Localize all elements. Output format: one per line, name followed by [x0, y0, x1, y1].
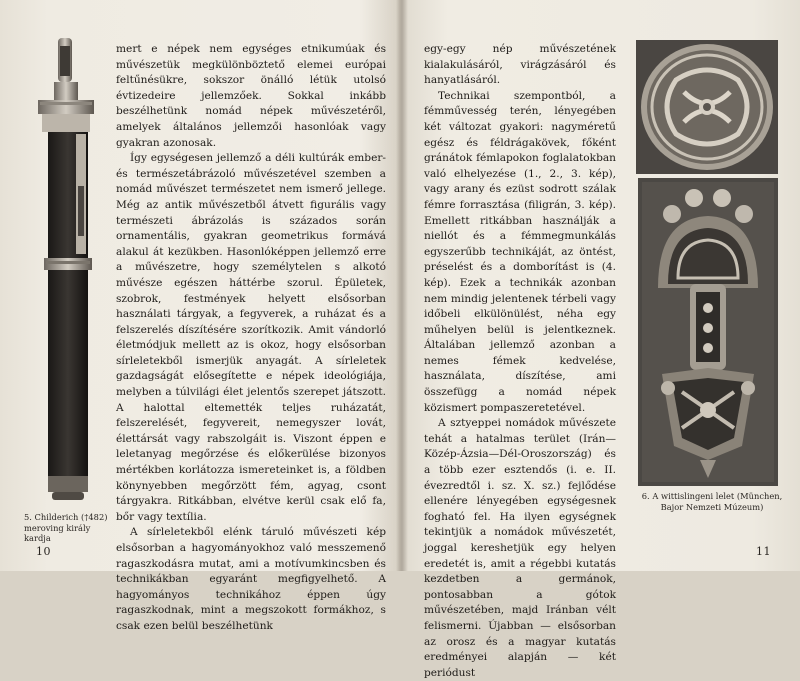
- page-number-left: 10: [36, 545, 51, 558]
- right-paragraph-1: egy-egy nép művészetének kialakulásáról, virágzásáról és hanyatlásáról.: [424, 43, 616, 87]
- page-number-right: 11: [756, 545, 771, 558]
- left-paragraph-3: A sírleletekből elénk táruló művészeti kép elsősorban a hagyományokhoz való messzemenő ragaszkodásra mutat, ami a motívumkincsben és technikákban egyaránt megfigyelhető. A hagyományos technikához éppen úgy ragaszkodnak, mint a megszokott formákhoz, s csak ezen belül beszélhetünk: [116, 526, 386, 632]
- book-gutter: [396, 0, 408, 571]
- figure-5-caption: 5. Childerich (†482) meroving király kardja: [24, 512, 108, 543]
- sword-photo: [30, 36, 106, 504]
- fibula-photo: [638, 178, 778, 486]
- right-paragraph-2: Technikai szempontból, a fémművesség terén, lényegében két változat gyakori: nagyméretű egész és féldrágakövek, főként gránátok fémlapokon foglalatokban való elhelyezése (1., 2., 3. kép), vagy arany és ezüst sodrott szálak fémre forrasztása (filigrán, 3. kép). Emellett ritkábban használják a niellót és a fémmegmunkálás egyszerűbb technikáját, az öntést, préselést és a domborítást is (4. kép). Ezek a technikák azonban nem mindig jelentenek térbeli vagy időbeli elkülönülést, néha egy műhelyen belül is jelentkeznek. Általában jellemző azonban a nemes fémek kedvelése, használata, díszítése, ami összefügg a nomád népek közismert pompaszeretetével.: [424, 89, 616, 414]
- left-page-text: [116, 42, 386, 635]
- right-paragraph-3: A sztyeppei nomádok művészete tehát a hatalmas terület (Irán—Közép-Ázsia—Dél-Oroszország) és a több ezer esztendős (i. e. II. évezredtől i. sz. X. sz.) fejlődése ellenére lényegében egységesnek fogható fel. Ha ilyen egységnek tekintjük a nomádok művészetét, joggal kereshetjük egy helyen eredetét is, amit a régebbi kutatás kezdetben a germánok, pontosabban a gótok művészetében, majd Iránban vélt felismerni. Újabban — elsősorban az orosz és a magyar kutatás eredményei alapján — két periódust: [424, 417, 616, 679]
- left-paragraph-2: Így egységesen jellemző a déli kultúrák ember- és természetábrázoló művészetével szemben a nomád művészet természetet nem ismerő jellege. Még az antik művészetből átvett figurális vagy természeti ábrázolás is százados során ornamentális, gyakran geometrikus formává alakul át kezükben. Hasonlóképpen jellemző erre a művészetre, hogy személytelen s alkotó művésze egészen háttérbe szorul. Épületek, szobrok, festmények helyett elsősorban használati tárgyak, a fegyverek, a ruházat és a felszerelés díszítésére szorítkozik. Amit vándorló életmódjuk mellett az is okoz, hogy elsősorban sírleletekből ismerjük anyagát. A sírleletek gazdagságát elősegítette e népek ideológiája, melyben a túlvilági élet jelentős szerepet játszott. A halottal eltemették teljes ruházatát, felszerelését, fegyvereit, nemegyszer lovát, élettársát vagy rabszolgáit is. Viszont éppen e leletanyag megőrzése és előkerülése bizonyos mértékben korlátozza ismereteinket is, a földben könynyebben megőrzött fém, agyag, csont tárgyakra. Ritkábban, elvétve kerül csak elő fa, bőr vagy textília.: [116, 152, 386, 523]
- figure-6-caption: 6. A wittislingeni lelet (München, Bajor Nemzeti Múzeum): [641, 491, 783, 512]
- brooch-disc-photo: [636, 40, 778, 174]
- right-page-text: [424, 42, 616, 681]
- left-paragraph-1: mert e népek nem egységes etnikumúak és művészetük megkülönböztető elemei európai feltűnésükre, sokszor önálló létük utolsó évtizedeire jellemzőek. Sokkal inkább beszélhetünk nomád népek művészetéről, amelyek általános jellemzői hasonlóak vagy gyakran azonosak.: [116, 43, 386, 149]
